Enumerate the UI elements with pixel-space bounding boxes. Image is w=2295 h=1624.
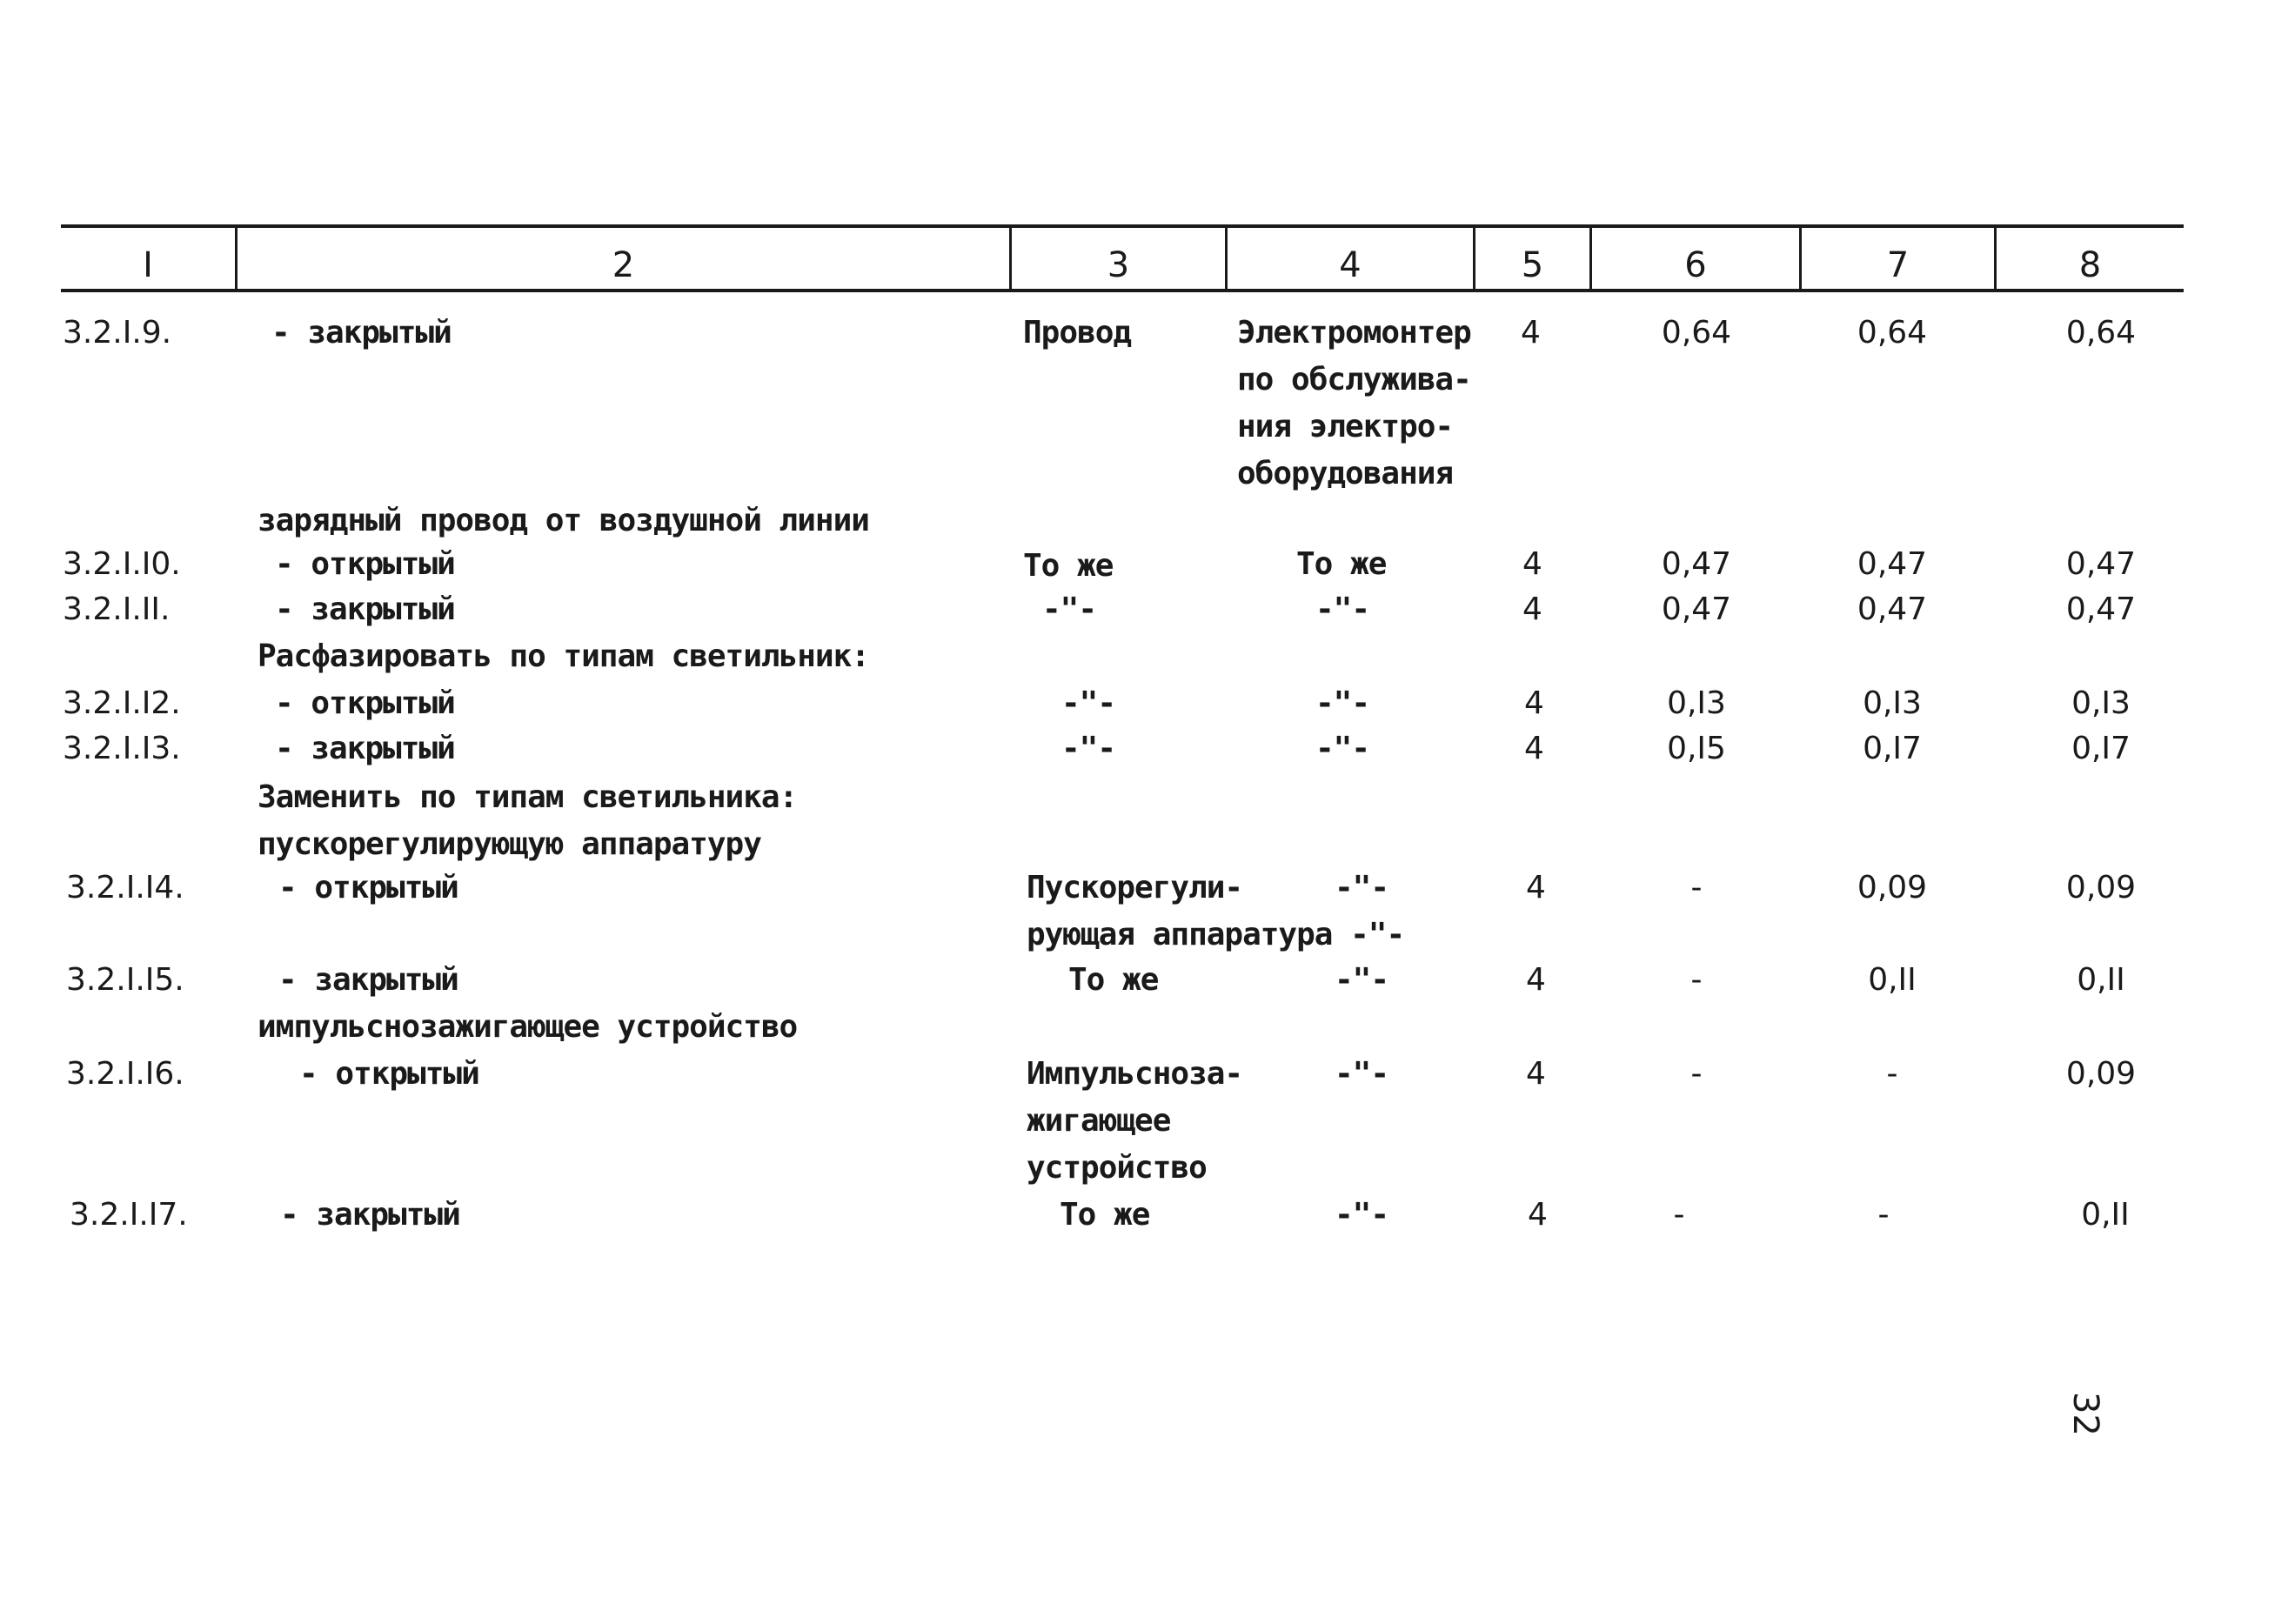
row-object: Провод (1023, 315, 1132, 351)
row-object: То же (1068, 962, 1159, 998)
row-col5: 4 (1524, 731, 1544, 766)
row-object: Пускорегули- (1027, 870, 1243, 906)
row-col7: 0,I7 (1863, 731, 1922, 766)
row-worker: ния электро- (1237, 409, 1454, 444)
row-code: 3.2.I.I4. (66, 870, 184, 906)
page-number: 32 (2065, 1392, 2105, 1436)
column-header-5: 5 (1521, 245, 1544, 285)
row-col6: 0,47 (1661, 546, 1732, 582)
row-name: - закрытый (275, 731, 455, 766)
section-subheading: Заменить по типам светильника: (258, 779, 798, 815)
row-code: 3.2.I.I0. (63, 546, 181, 582)
row-col8: 0,47 (2065, 546, 2137, 582)
row-col7: 0,II (1868, 962, 1917, 998)
row-worker: -"- (1335, 1056, 1389, 1092)
row-col6: 0,47 (1661, 591, 1732, 627)
row-col6: 0,I3 (1667, 685, 1726, 721)
row-col5: 4 (1526, 870, 1546, 906)
column-header-3: 3 (1107, 245, 1130, 285)
row-col7: 0,47 (1857, 546, 1928, 582)
row-col5: 4 (1521, 315, 1541, 351)
row-col8: 0,47 (2065, 591, 2137, 627)
row-col8: 0,I3 (2071, 685, 2131, 721)
table-top-rule (61, 224, 2184, 228)
row-name: - закрытый (280, 1197, 460, 1233)
row-col8: 0,09 (2065, 870, 2137, 906)
column-header-7: 7 (1886, 245, 1910, 285)
row-name: - открытый (275, 685, 455, 721)
row-object: жигающее (1027, 1103, 1171, 1139)
row-col6: - (1690, 962, 1703, 998)
row-col6: - (1673, 1197, 1685, 1233)
row-col5: 4 (1522, 591, 1542, 627)
row-code: 3.2.I.I5. (66, 962, 184, 998)
row-object: -"- (1042, 591, 1097, 627)
row-col5: 4 (1526, 962, 1546, 998)
column-header-8: 8 (2078, 245, 2102, 285)
row-code: 3.2.I.I2. (63, 685, 181, 721)
section-subheading: пускорегулирующую аппаратуру (258, 826, 761, 862)
row-worker: Электромонтер (1237, 315, 1471, 351)
row-col6: 0,I5 (1667, 731, 1726, 766)
row-code: 3.2.I.I3. (63, 731, 181, 766)
row-code: 3.2.I.II. (63, 591, 171, 627)
row-name: - закрытый (275, 591, 455, 627)
row-col5: 4 (1526, 1056, 1546, 1092)
row-object: Импульсноза- (1027, 1056, 1243, 1092)
row-col7: 0,I3 (1863, 685, 1922, 721)
row-worker: -"- (1315, 685, 1370, 721)
row-col7: 0,47 (1857, 591, 1928, 627)
row-code: 3.2.I.I6. (66, 1056, 184, 1092)
row-object: -"- (1061, 731, 1116, 766)
row-name: - закрытый (271, 315, 452, 351)
row-col5: 4 (1522, 546, 1542, 582)
row-code: 3.2.I.I7. (70, 1197, 188, 1233)
row-worker: оборудования (1237, 456, 1454, 491)
table-header-rule (61, 289, 2184, 292)
row-object: То же (1023, 548, 1114, 584)
column-header-1: I (143, 245, 153, 285)
row-worker: То же (1296, 546, 1387, 582)
row-col8: 0,64 (2065, 315, 2137, 351)
row-object: рующая аппаратура -"- (1027, 917, 1405, 952)
row-code: 3.2.I.9. (63, 315, 172, 351)
row-worker: -"- (1335, 1197, 1389, 1233)
row-col7: 0,09 (1857, 870, 1928, 906)
row-col7: - (1877, 1197, 1890, 1233)
row-col8: 0,09 (2065, 1056, 2137, 1092)
row-col5: 4 (1524, 685, 1544, 721)
row-object: устройство (1027, 1150, 1207, 1186)
row-name: - открытый (299, 1056, 479, 1092)
row-worker: по обслужива- (1237, 362, 1471, 398)
row-worker: -"- (1315, 591, 1370, 627)
row-col6: - (1690, 870, 1703, 906)
row-name: - открытый (275, 546, 455, 582)
row-col8: 0,I7 (2071, 731, 2131, 766)
column-header-6: 6 (1684, 245, 1707, 285)
column-header-4: 4 (1339, 245, 1362, 285)
section-subheading: импульснозажигающее устройство (258, 1009, 798, 1045)
row-col5: 4 (1528, 1197, 1548, 1233)
row-name: - открытый (278, 870, 458, 906)
row-col7: - (1886, 1056, 1898, 1092)
row-object: -"- (1061, 685, 1116, 721)
row-name: - закрытый (278, 962, 458, 998)
row-col6: - (1690, 1056, 1703, 1092)
section-subheading: зарядный провод от воздушной линии (258, 503, 869, 538)
row-col6: 0,64 (1661, 315, 1732, 351)
row-object: То же (1060, 1197, 1150, 1233)
section-subheading: Расфазировать по типам светильник: (258, 638, 869, 674)
row-col7: 0,64 (1857, 315, 1928, 351)
row-worker: -"- (1335, 870, 1389, 906)
row-col8: 0,II (2077, 962, 2125, 998)
column-header-2: 2 (612, 245, 635, 285)
row-worker: -"- (1335, 962, 1389, 998)
row-col8: 0,II (2081, 1197, 2130, 1233)
row-worker: -"- (1315, 731, 1370, 766)
